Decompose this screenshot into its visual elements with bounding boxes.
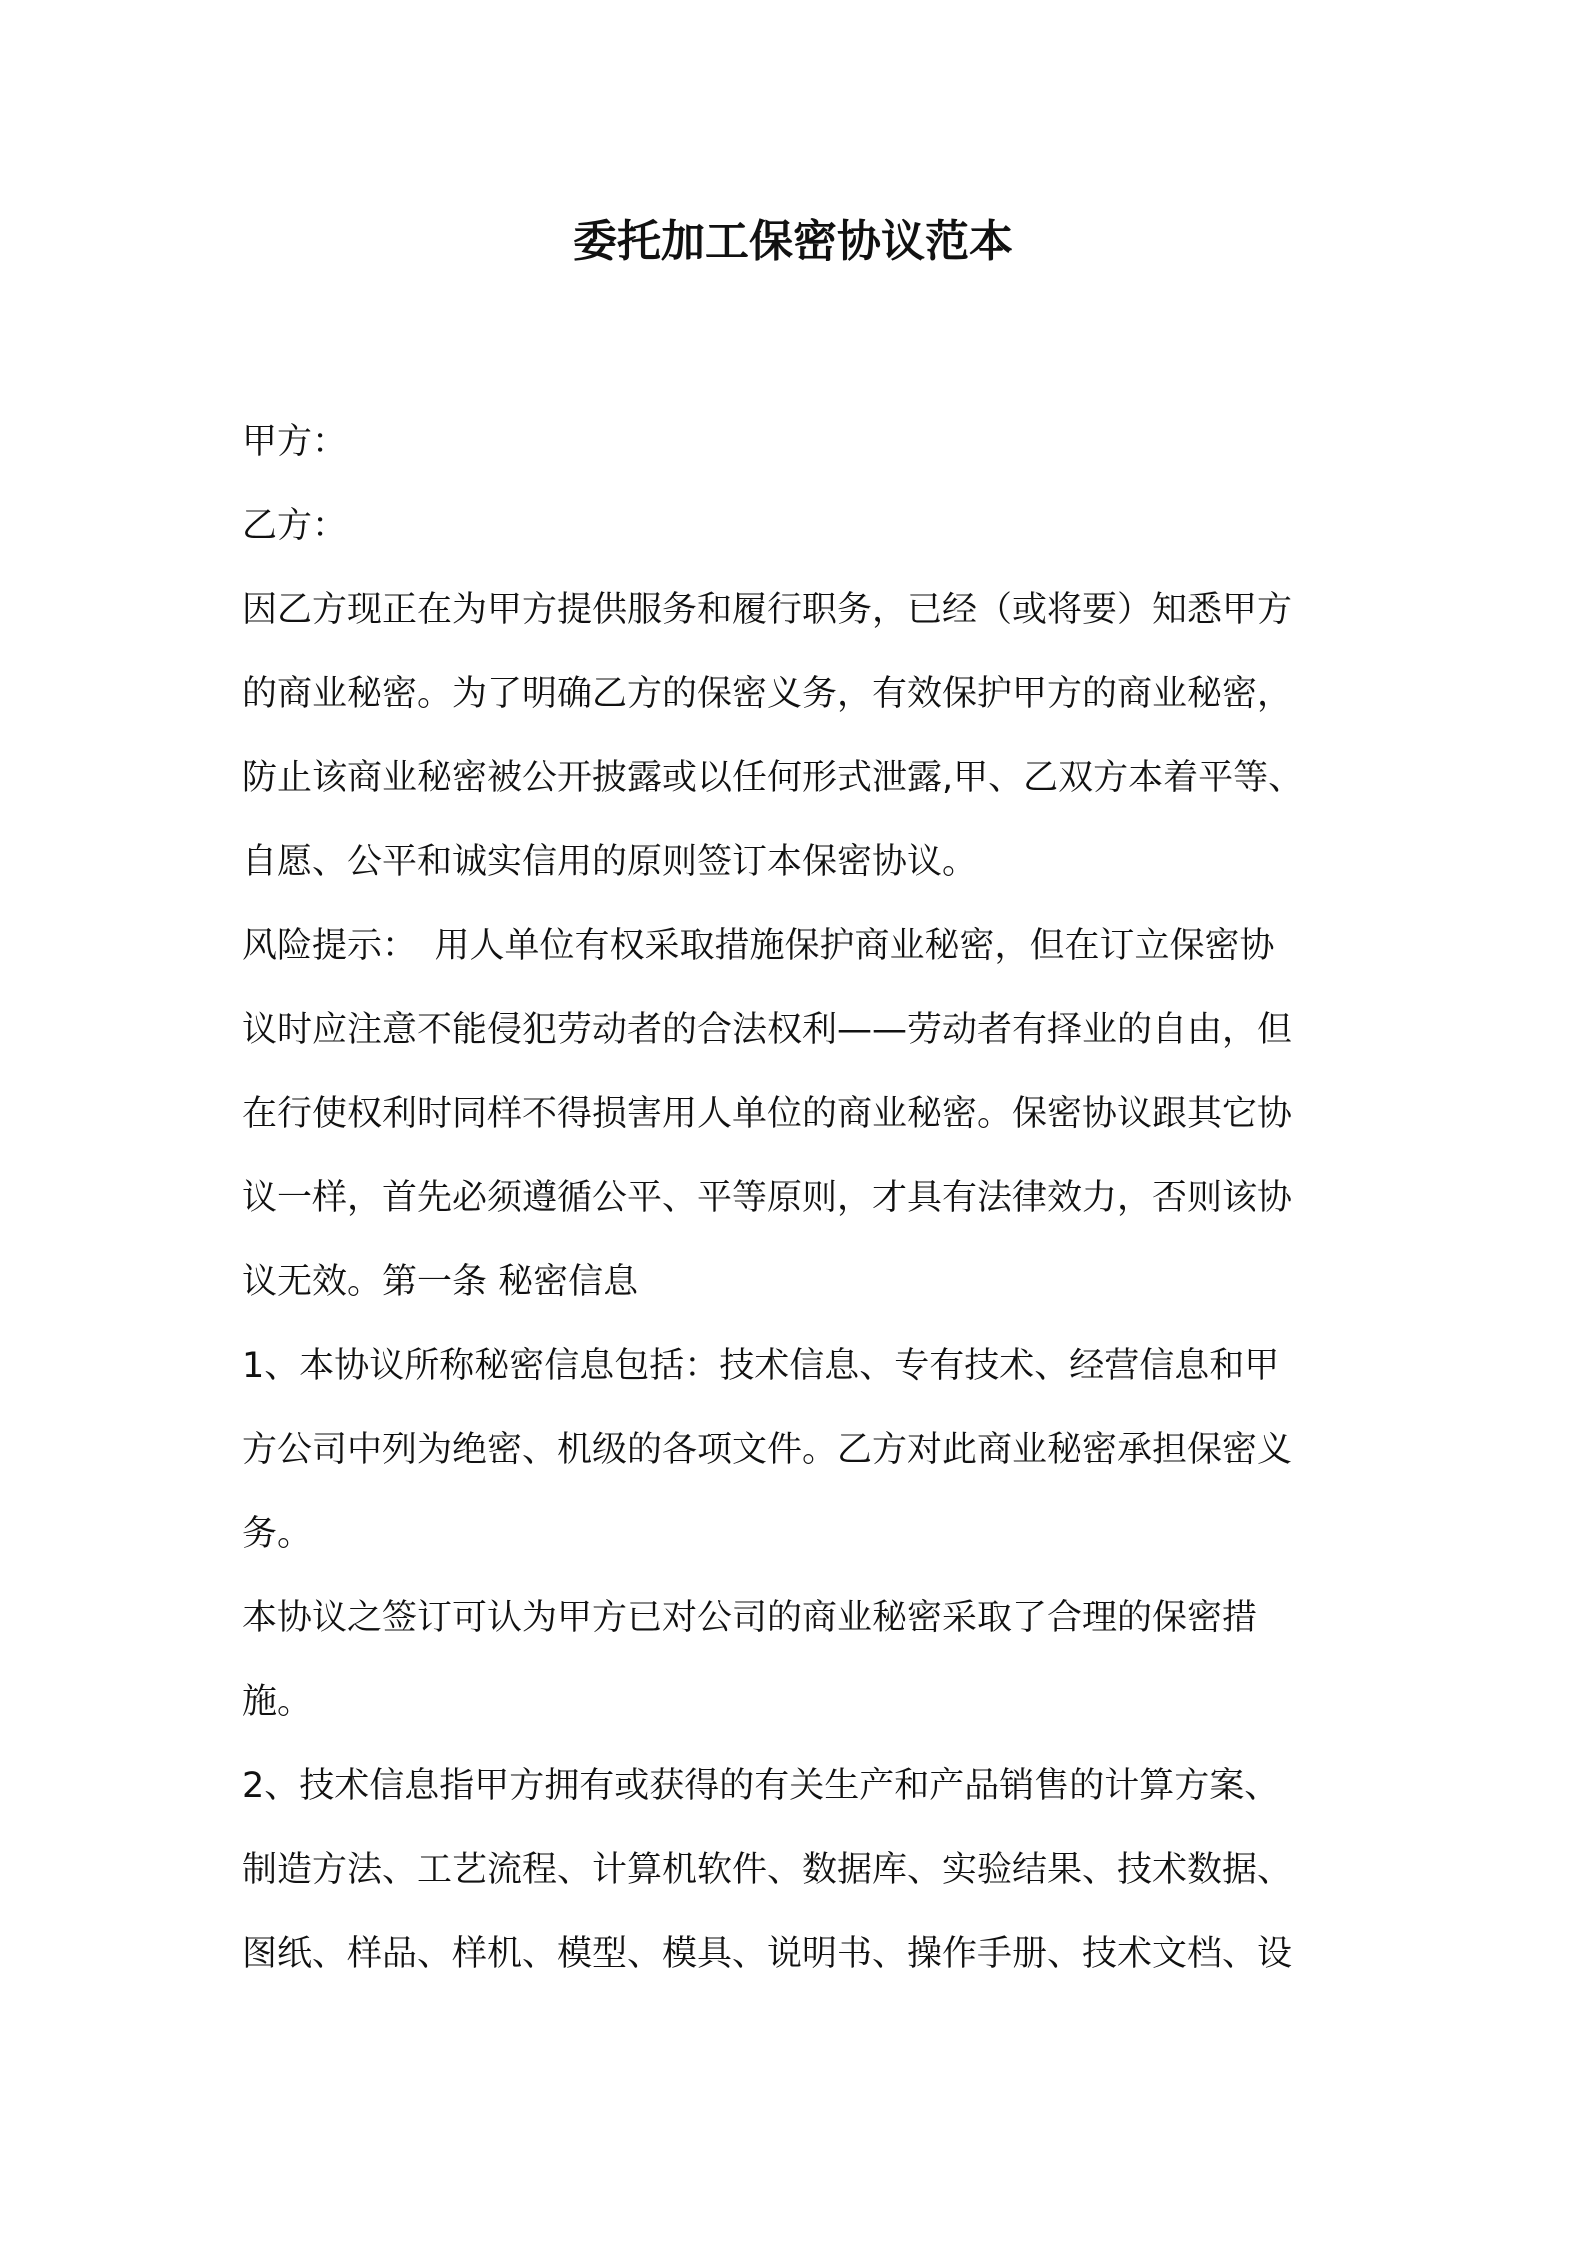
document-title: 委托加工保密协议范本 (573, 216, 1013, 267)
document-body (242, 400, 1352, 1996)
clause-line: 方公司中列为绝密、机级的各项文件。乙方对此商业秘密承担保密义 (242, 1430, 1293, 1470)
paragraph-line: 议时应注意不能侵犯劳动者的合法权利——劳动者有择业的自由，但 (242, 1010, 1293, 1050)
clause-line: 务。 (242, 1514, 313, 1554)
paragraph-line-party-b: 乙方： (242, 506, 348, 546)
paragraph-line: 因乙方现正在为甲方提供服务和履行职务，已经（或将要）知悉甲方 (242, 590, 1293, 630)
clause-line: 图纸、样品、样机、模型、模具、说明书、操作手册、技术文档、设 (242, 1934, 1293, 1974)
paragraph-line: 自愿、公平和诚实信用的原则签订本保密协议。 (242, 842, 978, 882)
paragraph-line: 议一样，首先必须遵循公平、平等原则，才具有法律效力，否则该协 (242, 1178, 1293, 1218)
paragraph-line-party-a: 甲方： (242, 422, 348, 462)
clause-line: 制造方法、工艺流程、计算机软件、数据库、实验结果、技术数据、 (242, 1850, 1293, 1890)
paragraph-line: 施。 (242, 1682, 313, 1722)
paragraph-line: 防止该商业秘密被公开披露或以任何形式泄露,甲、乙双方本着平等、 (242, 758, 1304, 798)
paragraph-line: 的商业秘密。为了明确乙方的保密义务，有效保护甲方的商业秘密， (242, 674, 1293, 714)
paragraph-line: 在行使权利时同样不得损害用人单位的商业秘密。保密协议跟其它协 (242, 1094, 1293, 1134)
paragraph-line: 本协议之签订可认为甲方已对公司的商业秘密采取了合理的保密措 (242, 1598, 1258, 1638)
clause-line: 2、技术信息指甲方拥有或获得的有关生产和产品销售的计算方案、 (242, 1766, 1280, 1806)
risk-notice-line: 风险提示： 用人单位有权采取措施保护商业秘密，但在订立保密协 (242, 926, 1275, 966)
clause-line: 1、本协议所称秘密信息包括：技术信息、专有技术、经营信息和甲 (242, 1346, 1280, 1386)
section-heading-line: 议无效。第一条 秘密信息 (242, 1262, 639, 1302)
